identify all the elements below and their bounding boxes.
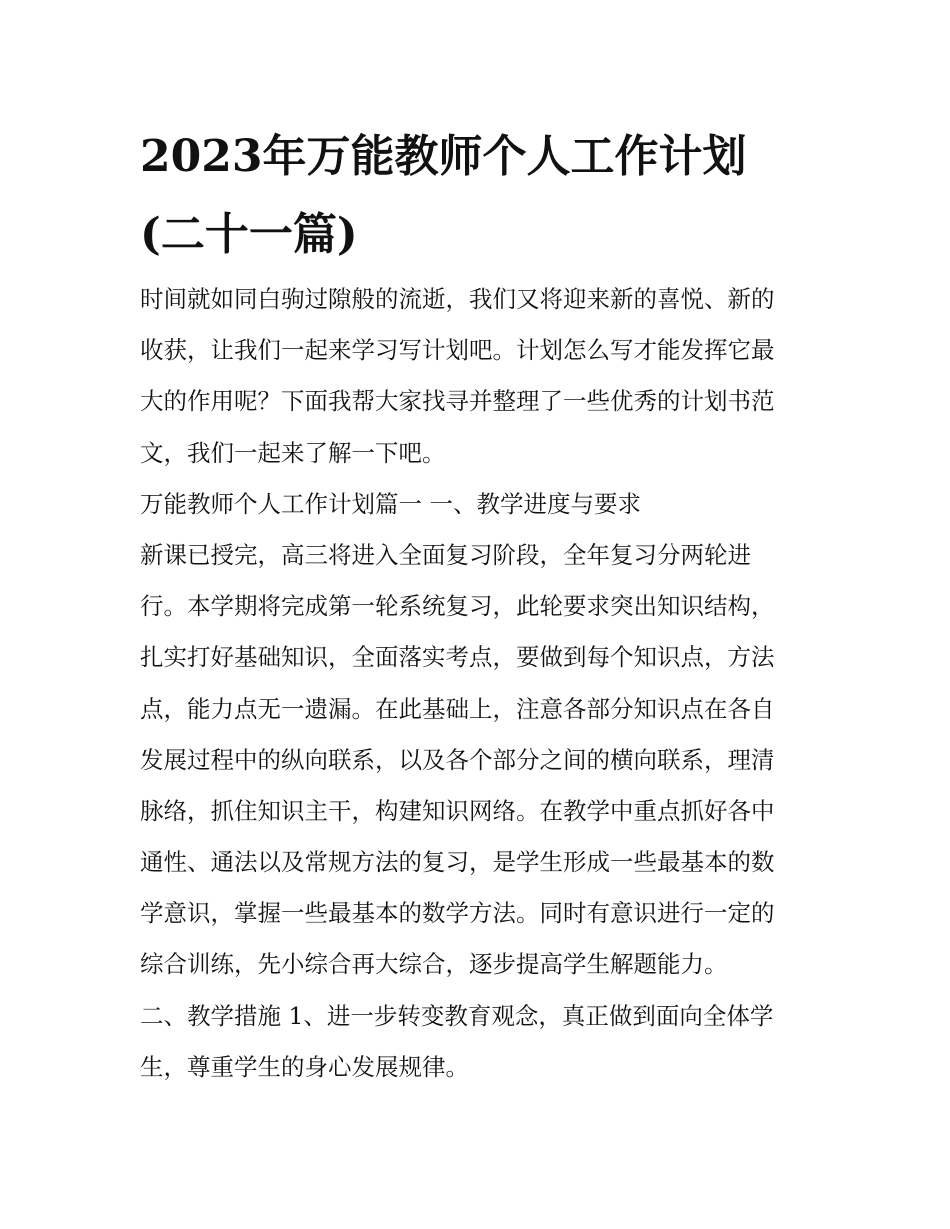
text-line: 综合训练，先小综合再大综合，逐步提高学生解题能力。	[140, 950, 728, 979]
text-line: 通性、通法以及常规方法的复习，是学生形成一些最基本的数	[140, 848, 775, 877]
section-heading	[140, 484, 830, 535]
text-line: 大的作用呢？下面我帮大家找寻并整理了一些优秀的计划书范	[140, 387, 775, 416]
text-line: 时间就如同白驹过隙般的流逝，我们又将迎来新的喜悦、新的	[140, 285, 775, 313]
title-line: (二十一篇)	[140, 209, 358, 260]
text-line: 万能教师个人工作计划篇一 一、教学进度与要求	[140, 489, 641, 518]
text-line: 扎实打好基础知识，全面落实考点，要做到每个知识点，方法	[140, 643, 775, 672]
text-line: 脉络，抓住知识主干，构建知识网络。在教学中重点抓好各中	[140, 796, 775, 825]
intro-paragraph	[140, 279, 830, 484]
document-body	[140, 279, 830, 1098]
text-line: 收获，让我们一起来学习写计划吧。计划怎么写才能发挥它最	[140, 336, 775, 365]
text-line: 学意识，掌握一些最基本的数学方法。同时有意识进行一定的	[140, 899, 775, 928]
title-line: 2023年万能教师个人工作计划	[140, 131, 747, 182]
document-title	[140, 118, 840, 274]
text-line: 生，尊重学生的身心发展规律。	[140, 1052, 469, 1081]
text-line: 行。本学期将完成第一轮系统复习，此轮要求突出知识结构，	[140, 592, 775, 621]
text-line: 二、教学措施 1、进一步转变教育观念，真正做到面向全体学	[140, 1001, 774, 1030]
text-line: 文，我们一起来了解一下吧。	[140, 438, 446, 467]
measures-paragraph	[140, 996, 830, 1098]
text-line: 发展过程中的纵向联系，以及各个部分之间的横向联系，理清	[140, 745, 775, 774]
progress-paragraph	[140, 535, 830, 996]
text-line: 新课已授完，高三将进入全面复习阶段，全年复习分两轮进	[140, 540, 751, 569]
text-line: 点，能力点无一遗漏。在此基础上，注意各部分知识点在各自	[140, 694, 775, 723]
